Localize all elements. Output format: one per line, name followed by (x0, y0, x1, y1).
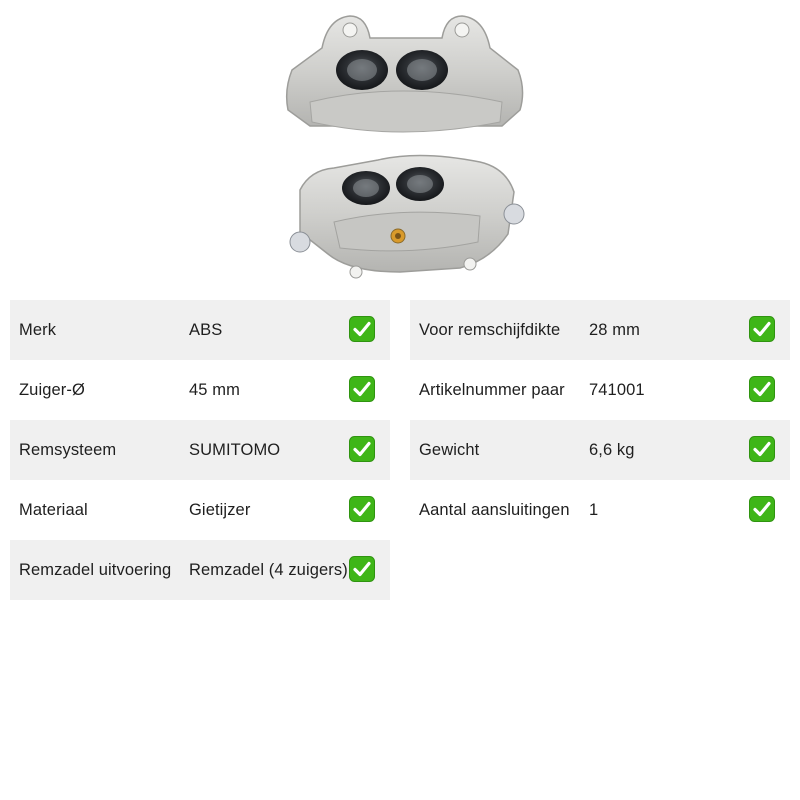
spec-row-remschijfdikte (410, 300, 790, 360)
spec-row-gewicht (410, 420, 790, 480)
spec-value: 45 mm (189, 381, 240, 399)
check-mark-icon (349, 316, 375, 342)
spec-table-left (10, 300, 390, 600)
check-mark-icon (349, 376, 375, 402)
spec-row-artikelnummer (410, 360, 790, 420)
spec-value: 28 mm (589, 321, 640, 339)
spec-label: Materiaal (19, 501, 88, 519)
spec-value: 741001 (589, 381, 645, 399)
spec-label: Artikelnummer paar (419, 381, 565, 399)
spec-row-merk (10, 300, 390, 360)
spec-row-remzadel-uitvoering (10, 540, 390, 600)
spec-value: Gietijzer (189, 501, 251, 519)
spec-row-zuiger (10, 360, 390, 420)
check-mark-icon (349, 556, 375, 582)
spec-label: Gewicht (419, 441, 480, 459)
spec-label: Merk (19, 321, 57, 339)
check-mark-icon (749, 376, 775, 402)
spec-value: 1 (589, 501, 599, 519)
spec-value: Remzadel (4 zuigers) (189, 561, 348, 579)
spec-value: SUMITOMO (189, 441, 281, 459)
check-mark-icon (349, 496, 375, 522)
spec-row-materiaal (10, 480, 390, 540)
check-mark-icon (749, 496, 775, 522)
spec-row-aansluitingen (410, 480, 790, 540)
spec-table-right (410, 300, 790, 540)
lower-caliper (290, 155, 524, 278)
spec-label: Aantal aansluitingen (419, 501, 570, 519)
upper-caliper (287, 16, 523, 132)
spec-label: Remzadel uitvoering (19, 561, 172, 579)
spec-row-remsysteem (10, 420, 390, 480)
spec-label: Remsysteem (19, 441, 117, 459)
check-mark-icon (749, 436, 775, 462)
spec-label: Zuiger-Ø (19, 381, 85, 399)
product-image-brake-calipers (270, 10, 530, 290)
spec-label: Voor remschijfdikte (419, 321, 561, 339)
check-mark-icon (349, 436, 375, 462)
spec-value: ABS (189, 321, 223, 339)
spec-value: 6,6 kg (589, 441, 635, 459)
check-mark-icon (749, 316, 775, 342)
